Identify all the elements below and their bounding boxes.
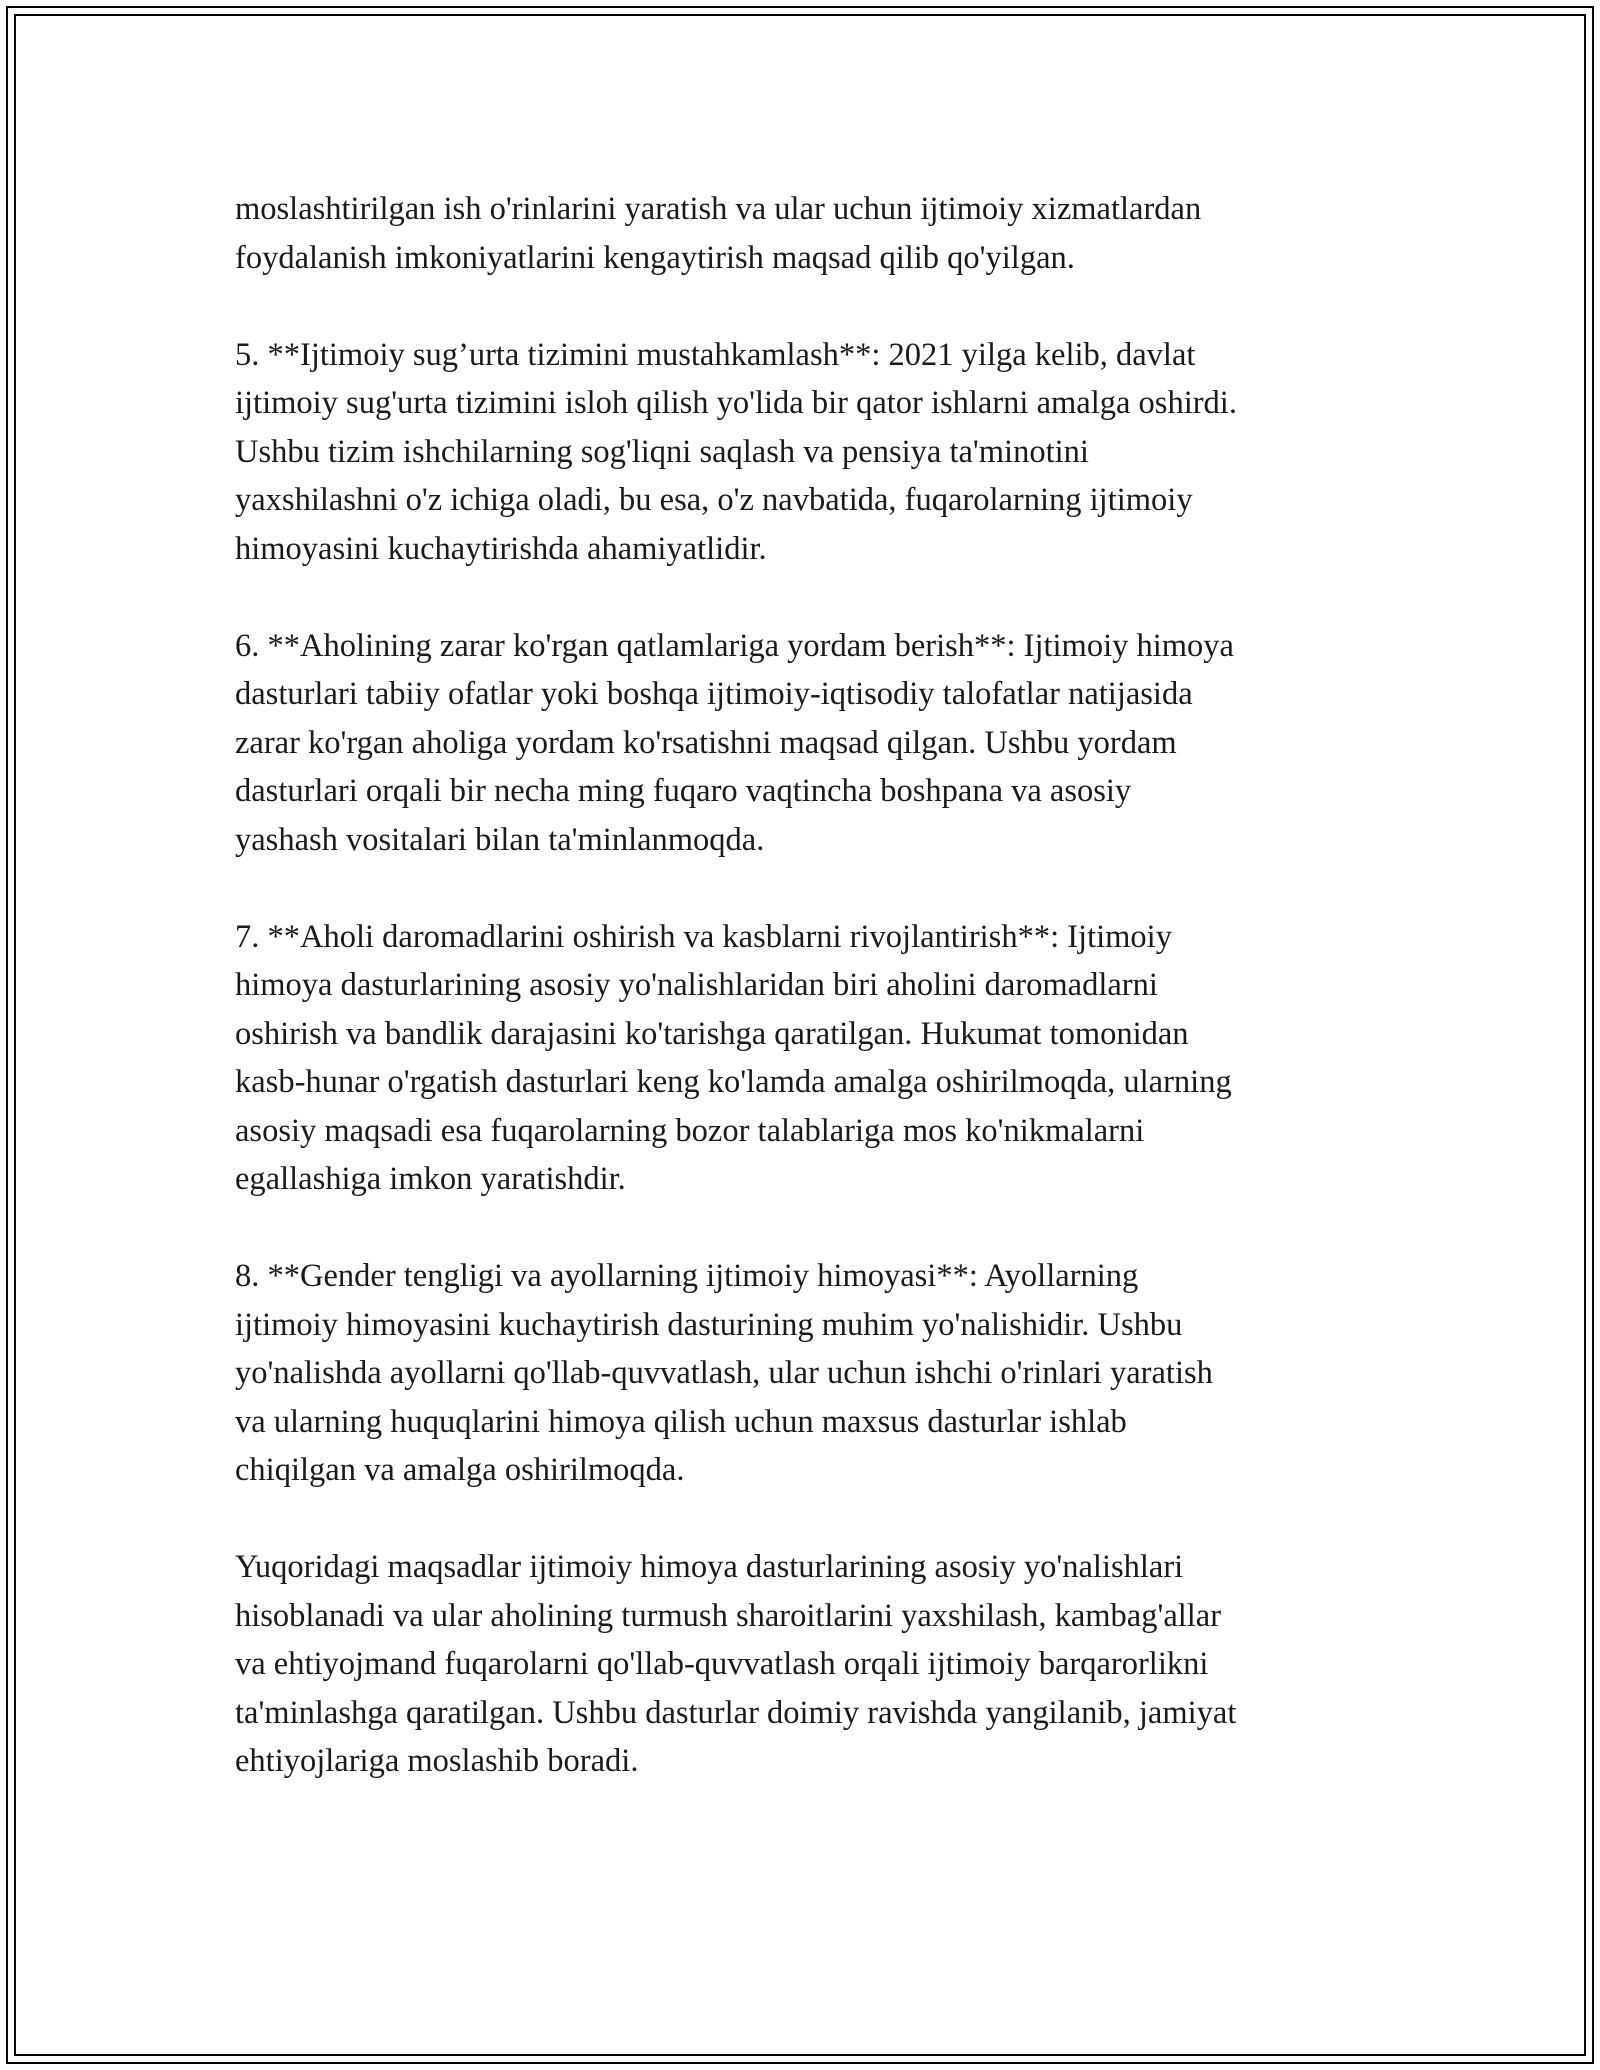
paragraph-item-8	[235, 1252, 1385, 1495]
text-line: yaxshilashni o'z ichiga oladi, bu esa, o'z navbatida, fuqarolarning ijtimoiy	[235, 482, 1193, 518]
text-line: dasturlari orqali bir necha ming fuqaro vaqtincha boshpana va asosiy	[235, 773, 1132, 809]
text-line: 8. **Gender tengligi va ayollarning ijtimoiy himoyasi**: Ayollarning	[235, 1258, 1139, 1294]
text-line: ta'minlashga qaratilgan. Ushbu dasturlar doimiy ravishda yangilanib, jamiyat	[235, 1694, 1237, 1731]
text-line: Ushbu tizim ishchilarning sog'liqni saqlash va pensiya ta'minotini	[235, 433, 1089, 470]
text-line: va ularning huquqlarini himoya qilish uchun maxsus dasturlar ishlab	[235, 1403, 1127, 1440]
text-line: ijtimoiy sug'urta tizimini isloh qilish yo'lida bir qator ishlarni amalga oshirdi.	[235, 385, 1237, 421]
paragraph-conclusion	[235, 1543, 1385, 1786]
text-line: egallashiga imkon yaratishdir.	[235, 1161, 626, 1197]
text-line: 7. **Aholi daromadlarini oshirish va kasblarni rivojlantirish**: Ijtimoiy	[235, 918, 1172, 955]
text-line: himoya dasturlarining asosiy yo'nalishlaridan biri aholini daromadlarni	[235, 967, 1158, 1003]
paragraph-item-5	[235, 331, 1385, 574]
text-line: chiqilgan va amalga oshirilmoqda.	[235, 1452, 685, 1488]
text-line: Yuqoridagi maqsadlar ijtimoiy himoya dasturlarining asosiy yo'nalishlari	[235, 1549, 1184, 1585]
text-line: zarar ko'rgan aholiga yordam ko'rsatishni maqsad qilgan. Ushbu yordam	[235, 724, 1177, 761]
paragraph-continuation	[235, 185, 1385, 282]
text-line: himoyasini kuchaytirishda ahamiyatlidir.	[235, 530, 767, 567]
paragraph-item-7	[235, 913, 1385, 1204]
text-line: kasb-hunar o'rgatish dasturlari keng ko'lamda amalga oshirilmoqda, ularning	[235, 1064, 1232, 1100]
text-line: oshirish va bandlik darajasini ko'tarishga qaratilgan. Hukumat tomonidan	[235, 1015, 1189, 1052]
text-line: 5. **Ijtimoiy sug’urta tizimini mustahkamlash**: 2021 yilga kelib, davlat	[235, 336, 1196, 373]
text-line: yo'nalishda ayollarni qo'llab-quvvatlash, ular uchun ishchi o'rinlari yaratish	[235, 1355, 1213, 1391]
text-line: ehtiyojlariga moslashib boradi.	[235, 1743, 639, 1779]
text-line: ijtimoiy himoyasini kuchaytirish dasturining muhim yo'nalishidir. Ushbu	[235, 1306, 1183, 1343]
text-line: foydalanish imkoniyatlarini kengaytirish maqsad qilib qo'yilgan.	[235, 239, 1075, 276]
text-line: moslashtirilgan ish o'rinlarini yaratish va ular uchun ijtimoiy xizmatlardan	[235, 191, 1202, 227]
text-line: va ehtiyojmand fuqarolarni qo'llab-quvvatlash orqali ijtimoiy barqarorlikni	[235, 1646, 1209, 1682]
text-line: dasturlari tabiiy ofatlar yoki boshqa ijtimoiy-iqtisodiy talofatlar natijasida	[235, 676, 1193, 712]
text-line: 6. **Aholining zarar ko'rgan qatlamlariga yordam berish**: Ijtimoiy himoya	[235, 627, 1234, 664]
document-body	[235, 185, 1385, 1834]
text-line: yashash vositalari bilan ta'minlanmoqda.	[235, 821, 765, 858]
text-line: hisoblanadi va ular aholining turmush sharoitlarini yaxshilash, kambag'allar	[235, 1597, 1222, 1634]
paragraph-item-6	[235, 622, 1385, 865]
text-line: asosiy maqsadi esa fuqarolarning bozor talablariga mos ko'nikmalarni	[235, 1112, 1145, 1149]
